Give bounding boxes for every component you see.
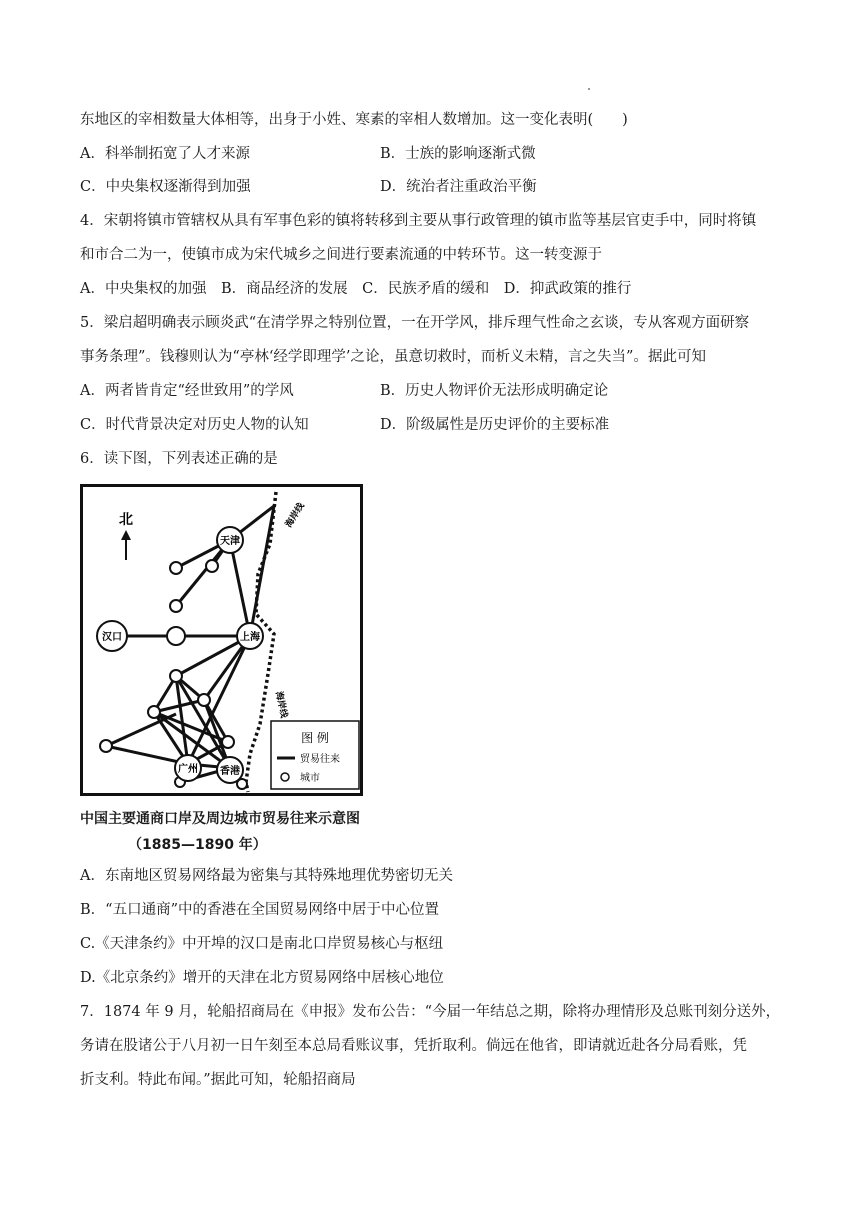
q6-option-d: D.《北京条约》增开的天津在北方贸易网络中居核心地位 (80, 970, 444, 986)
q3-option-d: D．统治者注重政治平衡 (380, 179, 537, 195)
q5-option-d: D．阶级属性是历史评价的主要标准 (380, 417, 610, 433)
q7-stem-line2: 务请在股诸公于八月初一日午刻至本总局看账议事，凭折取利。倘远在他省，即请就近赴各分局看账，凭 (80, 1038, 747, 1054)
north-label: 北 (119, 512, 133, 528)
map-caption-years: （1885—1890 年） (128, 837, 267, 853)
city-hongkong-label: 香港 (220, 766, 240, 777)
q6-option-a: A．东南地区贸易网络最为密集与其特殊地理优势密切无关 (80, 868, 453, 884)
map-caption-title: 中国主要通商口岸及周边城市贸易往来示意图 (80, 811, 360, 827)
city-shanghai-label: 上海 (240, 632, 260, 643)
q6-option-c: C.《天津条约》中开埠的汉口是南北口岸贸易核心与枢纽 (80, 936, 444, 952)
q5-stem-line2: 事务条理”。钱穆则认为“亭林‘经学即理学’之论，虽意切救时，而析义未精，言之失当”。据此可知 (80, 349, 706, 365)
legend-city-label: 城市 (300, 773, 320, 784)
q3-option-b: B．士族的影响逐渐式微 (380, 146, 536, 162)
q4-stem-line2: 和市合二为一，使镇市成为宋代城乡之间进行要素流通的中转环节。这一转变源于 (80, 247, 602, 263)
q5-option-c: C．时代背景决定对历史人物的认知 (80, 417, 309, 433)
trade-network-map (80, 484, 363, 796)
q4-options: A．中央集权的加强 B．商品经济的发展 C．民族矛盾的缓和 D．抑武政策的推行 (80, 281, 632, 297)
q6-option-b: B．“五口通商”中的香港在全国贸易网络中居于中心位置 (80, 902, 439, 918)
coast-label-bottom: 海岸线 (273, 690, 289, 720)
q4-stem-line1: 4．宋朝将镇市管辖权从具有军事色彩的镇将转移到主要从事行政管理的镇市监等基层官吏手中，同时将镇 (80, 213, 757, 229)
q6-stem: 6．读下图，下列表述正确的是 (80, 451, 278, 467)
city-guangzhou-label: 广州 (178, 764, 198, 775)
legend-title: 图 例 (301, 731, 329, 745)
q3-option-c: C．中央集权逐渐得到加强 (80, 179, 251, 195)
q7-stem-line3: 折支利。特此布闻。”据此可知，轮船招商局 (80, 1072, 356, 1088)
legend-trade-label: 贸易往来 (300, 754, 340, 765)
q3-option-a: A．科举制拓宽了人才来源 (80, 146, 250, 162)
q5-option-b: B．历史人物评价无法形成明确定论 (380, 383, 609, 399)
q7-stem-line1: 7．1874 年 9 月，轮船招商局在《申报》发布公告：“今届一年结总之期，除将办理情形及总账刊刻分送外， (80, 1004, 781, 1020)
city-hankou-label: 汉口 (102, 632, 122, 643)
coast-label-top: 海岸线 (284, 501, 307, 530)
scan-speck (588, 88, 590, 90)
q5-stem-line1: 5．梁启超明确表示顾炎武“在清学界之特别位置，一在开学风，排斥理气性命之玄谈，专从客观方面研察 (80, 315, 750, 331)
q5-option-a: A．两者皆肯定“经世致用”的学风 (80, 383, 294, 399)
city-tianjin-label: 天津 (220, 536, 240, 547)
legend-city-icon (281, 773, 289, 781)
q3-stem: 东地区的宰相数量大体相等，出身于小姓、寒素的宰相人数增加。这一变化表明( ) (80, 112, 628, 128)
